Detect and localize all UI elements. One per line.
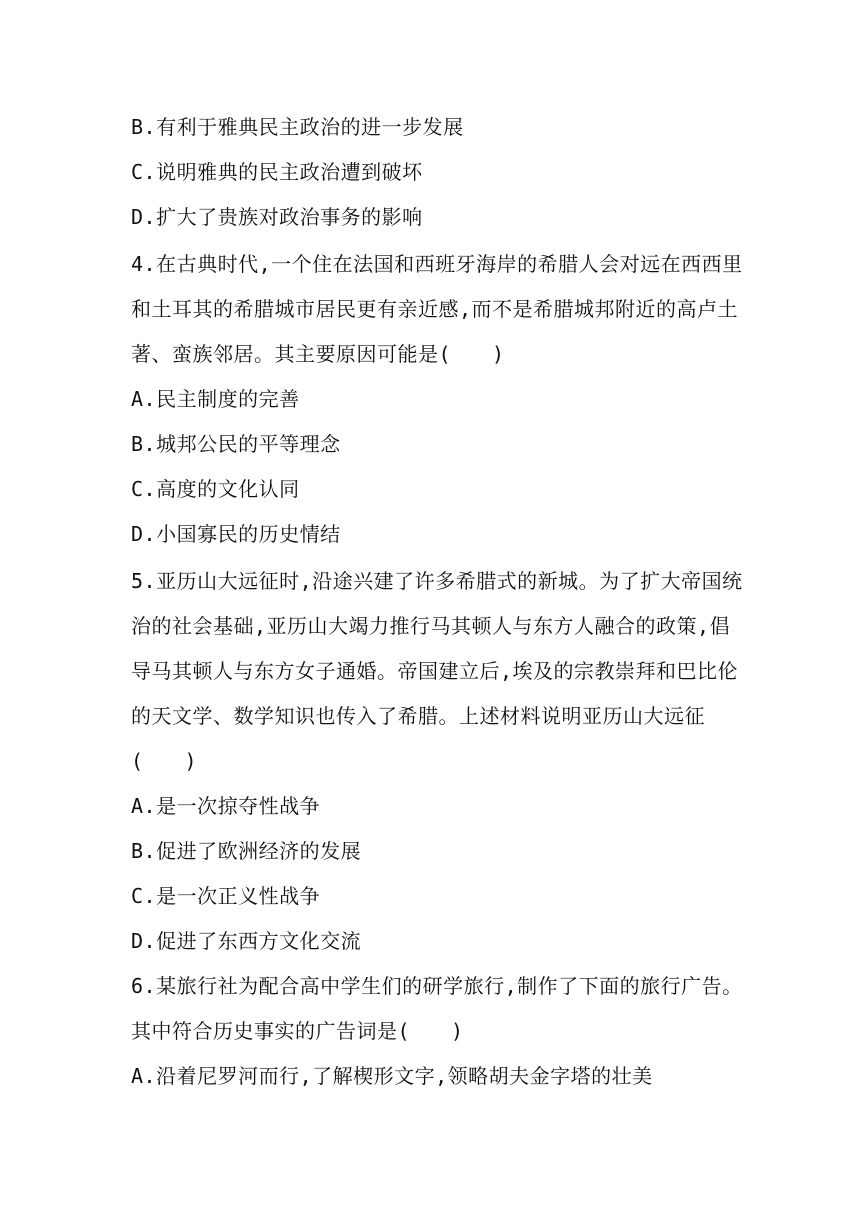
question-5-line-2: 治的社会基础,亚历山大竭力推行马其顿人与东方人融合的政策,倡	[131, 614, 731, 638]
question-6-line-2: 其中符合历史事实的广告词是( )	[131, 1019, 464, 1043]
option-b-q3: B.有利于雅典民主政治的进一步发展	[131, 115, 464, 139]
question-5-line-3: 导马其顿人与东方女子通婚。帝国建立后,埃及的宗教崇拜和巴比伦	[131, 659, 739, 683]
option-c-q3: C.说明雅典的民主政治遭到破坏	[131, 160, 423, 184]
question-4-line-1: 4.在古典时代,一个住在法国和西班牙海岸的希腊人会对远在西西里	[131, 252, 743, 276]
question-6-line-1: 6.某旅行社为配合高中学生们的研学旅行,制作了下面的旅行广告。	[131, 974, 743, 998]
option-c-q4: C.高度的文化认同	[131, 477, 300, 501]
option-d-q3: D.扩大了贵族对政治事务的影响	[131, 205, 423, 229]
question-5-line-4: 的天文学、数学知识也传入了希腊。上述材料说明亚历山大远征	[131, 704, 705, 728]
question-4-line-3: 著、蛮族邻居。其主要原因可能是( )	[131, 342, 505, 366]
question-5-line-1: 5.亚历山大远征时,沿途兴建了许多希腊式的新城。为了扩大帝国统	[131, 569, 743, 593]
option-c-q5: C.是一次正义性战争	[131, 884, 321, 908]
option-a-q5: A.是一次掠夺性战争	[131, 794, 321, 818]
option-d-q4: D.小国寡民的历史情结	[131, 522, 341, 546]
question-4-line-2: 和土耳其的希腊城市居民更有亲近感,而不是希腊城邦附近的高卢土	[131, 297, 739, 321]
option-a-q4: A.民主制度的完善	[131, 387, 300, 411]
option-d-q5: D.促进了东西方文化交流	[131, 929, 362, 953]
option-a-q6: A.沿着尼罗河而行,了解楔形文字,领略胡夫金字塔的壮美	[131, 1064, 653, 1088]
option-b-q5: B.促进了欧洲经济的发展	[131, 839, 362, 863]
question-5-line-5: ( )	[131, 749, 198, 773]
option-b-q4: B.城邦公民的平等理念	[131, 432, 341, 456]
